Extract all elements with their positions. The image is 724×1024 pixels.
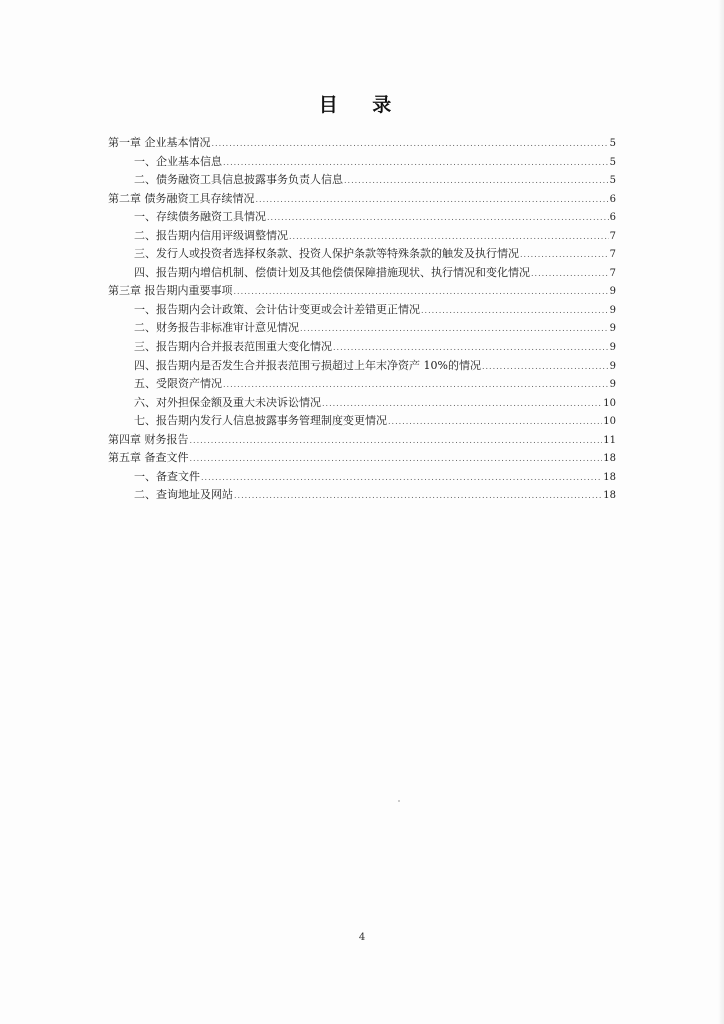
toc-leader-dots [421,302,609,321]
toc-section-entry[interactable] [108,153,616,172]
toc-entry-label: 一、企业基本信息 [134,154,222,168]
toc-entry-label: 二、报告期内信用评级调整情况 [134,228,288,242]
toc-leader-dots [322,395,602,414]
toc-leader-dots [267,209,609,228]
toc-entry-page: 18 [603,490,616,502]
toc-leader-dots [344,172,609,191]
toc-section-entry[interactable] [108,245,616,264]
toc-leader-dots [223,376,609,395]
toc-section-entry[interactable] [108,227,616,246]
toc-leader-dots [234,487,602,506]
toc-entry-page: 6 [609,193,616,205]
toc-entry-page: 5 [609,175,616,187]
toc-entry-label: 二、债务融资工具信息披露事务负责人信息 [134,173,343,187]
toc-section-entry[interactable] [108,394,616,413]
toc-chapter-entry[interactable] [108,134,616,153]
toc-entry-page: 11 [603,434,616,446]
toc-section-entry[interactable] [108,486,616,505]
toc-entry-label: 第五章 备查文件 [108,451,189,465]
page-edge-shadow [718,0,724,1024]
toc-entry-label: 二、财务报告非标准审计意见情况 [134,321,299,335]
toc-entry-label: 第三章 报告期内重要事项 [108,284,233,298]
toc-leader-dots [212,135,609,154]
toc-entry-label: 二、查询地址及网站 [134,488,233,502]
toc-leader-dots [223,154,609,173]
toc-entry-page: 10 [603,397,616,409]
toc-entry-label: 第四章 财务报告 [108,432,189,446]
toc-entry-page: 10 [603,416,616,428]
toc-entry-page: 9 [609,342,616,354]
toc-leader-dots [190,450,603,469]
toc-entry-label: 一、存续债务融资工具情况 [134,210,266,224]
toc-chapter-entry[interactable] [108,449,616,468]
toc-title: 目 录 [318,94,406,116]
toc-entry-label: 三、发行人或投资者选择权条款、投资人保护条款等特殊条款的触发及执行情况 [134,247,519,261]
toc-entry-page: 18 [603,471,616,483]
toc-section-entry[interactable] [108,338,616,357]
toc-section-entry[interactable] [108,208,616,227]
toc-chapter-entry[interactable] [108,431,616,450]
toc-chapter-entry[interactable] [108,190,616,209]
table-of-contents [108,134,616,505]
page-number: 4 [358,932,366,943]
toc-leader-dots [300,320,609,339]
toc-entry-page: 9 [609,379,616,391]
toc-entry-page: 18 [603,453,616,465]
toc-section-entry[interactable] [108,171,616,190]
toc-section-entry[interactable] [108,468,616,487]
toc-entry-page: 9 [609,360,616,372]
toc-entry-label: 四、报告期内是否发生合并报表范围亏损超过上年末净资产 10%的情况 [134,358,481,372]
toc-leader-dots [388,413,602,432]
toc-section-entry[interactable] [108,301,616,320]
toc-entry-label: 六、对外担保金额及重大未决诉讼情况 [134,395,321,409]
toc-entry-label: 一、备查文件 [134,469,200,483]
toc-chapter-entry[interactable] [108,282,616,301]
toc-leader-dots [234,283,609,302]
toc-entry-label: 三、报告期内合并报表范围重大变化情况 [134,340,332,354]
toc-entry-label: 七、报告期内发行人信息披露事务管理制度变更情况 [134,414,387,428]
toc-leader-dots [289,228,609,247]
toc-entry-page: 7 [609,230,616,242]
toc-entry-page: 5 [609,156,616,168]
toc-entry-label: 四、报告期内增信机制、偿债计划及其他偿债保障措施现状、执行情况和变化情况 [134,265,530,279]
toc-section-entry[interactable] [108,412,616,431]
toc-leader-dots [520,246,609,265]
toc-entry-page: 5 [609,138,616,149]
toc-section-entry[interactable] [108,375,616,394]
toc-leader-dots [531,265,609,284]
toc-entry-page: 9 [609,323,616,335]
scan-speck [398,800,400,802]
toc-leader-dots [333,339,609,358]
toc-entry-page: 7 [609,267,616,279]
toc-entry-page: 9 [609,304,616,316]
toc-entry-label: 五、受限资产情况 [134,377,222,391]
toc-entry-label: 第二章 债务融资工具存续情况 [108,191,255,205]
toc-section-entry[interactable] [108,357,616,376]
toc-leader-dots [256,191,609,210]
toc-leader-dots [201,469,602,488]
toc-entry-page: 9 [609,286,616,298]
toc-entry-page: 6 [609,212,616,224]
toc-entry-label: 一、报告期内会计政策、会计估计变更或会计差错更正情况 [134,302,420,316]
toc-section-entry[interactable] [108,264,616,283]
toc-leader-dots [190,432,603,451]
toc-section-entry[interactable] [108,319,616,338]
toc-entry-label: 第一章 企业基本情况 [108,136,211,149]
toc-entry-page: 7 [609,249,616,261]
toc-leader-dots [482,358,609,377]
